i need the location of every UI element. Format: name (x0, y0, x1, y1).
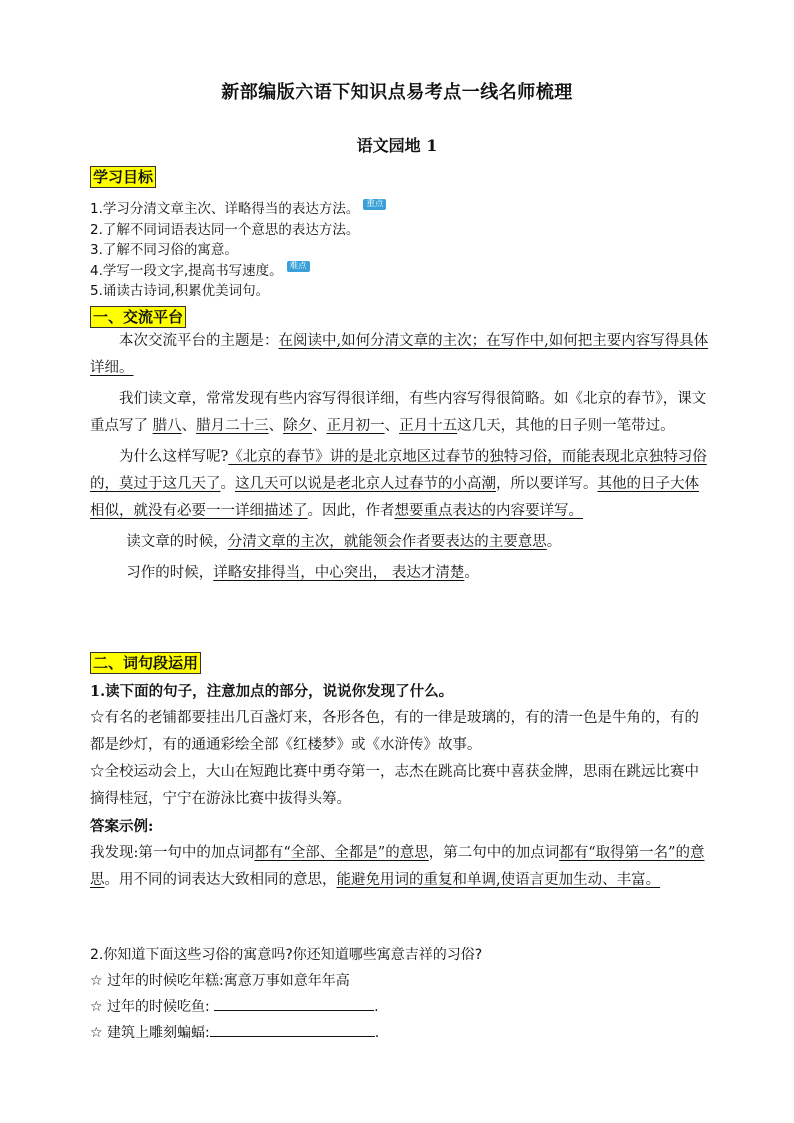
word-usage-section (90, 652, 710, 675)
section-heading-usage: 二、词句段运用 (90, 652, 201, 674)
goal-item: 4.学写一段文字,提高书写速度。 难点 (90, 261, 710, 282)
custom-item: ☆ 建筑上雕刻蝙蝠: . (90, 1020, 710, 1046)
example-sentence: ☆有名的老铺都要挂出几百盏灯来，各形各色，有的一律是玻璃的，有的清一色是牛角的，有的都是纱灯，有的通通彩绘全部《红楼梦》或《水浒传》故事。 (90, 710, 699, 753)
paragraph: 读文章的时候，分清文章的主次，就能领会作者要表达的主要意思。 (126, 534, 562, 550)
paragraph: 本次交流平台的主题是：在阅读中,如何分清文章的主次；在写作中,如何把主要内容写得具体详细。 (90, 333, 709, 376)
example-sentence: ☆全校运动会上，大山在短跑比赛中勇夺第一，志杰在跳高比赛中喜获金牌，思雨在跳远比赛中摘得桂冠，宁宁在游泳比赛中拔得头筹。 (90, 764, 699, 807)
section-heading-exchange: 一、交流平台 (90, 306, 186, 328)
section-heading-goals: 学习目标 (90, 166, 156, 188)
goal-item: 3.了解不同习俗的寓意。 (90, 242, 238, 258)
question-1: 1.读下面的句子，注意加点的部分，说说你发现了什么。 (90, 683, 454, 700)
learning-goals-section (90, 166, 710, 189)
page-subtitle: 语文园地 1 (356, 136, 438, 155)
customs-section (90, 942, 710, 1046)
key-point-badge: 重点 (363, 199, 386, 210)
goals-list (90, 199, 710, 302)
page-title: 新部编版六语下知识点易考点一线名师梳理 (221, 82, 573, 103)
answer-label: 答案示例: (90, 818, 154, 835)
question-2: 2.你知道下面这些习俗的寓意吗?你还知道哪些寓意吉祥的习俗? (90, 947, 483, 963)
custom-item: ☆ 过年的时候吃鱼: . (90, 994, 710, 1020)
paragraph: 我们读文章，常常发现有些内容写得很详细，有些内容写得很简略。如《北京的春节》，课文重点写了 腊八、腊月二十三、除夕、正月初一、正月十五这几天，其他的日子则一笔带过。 (90, 391, 707, 434)
answer-text: 我发现:第一句中的加点词都有“全部、全都是”的意思，第二句中的加点词都有“取得第一名”的意思。用不同的词表达大致相同的意思，能避免用词的重复和单调,使语言更加生动、丰富。 (90, 845, 705, 888)
paragraph: 为什么这样写呢?《北京的春节》讲的是北京地区过春节的独特习俗，而能表现北京独特习俗的，莫过于这几天了。这几天可以说是老北京人过春节的小高潮，所以要详写。其他的日子大体相似，就没有必要一一详细描述了。因此，作者想要重点表达的内容要详写。 (90, 449, 707, 519)
custom-item: ☆ 过年的时候吃年糕:寓意万事如意年年高 (90, 973, 350, 989)
answer-blank[interactable] (214, 996, 374, 1011)
usage-body (90, 678, 710, 894)
goal-item: 5.诵读古诗词,积累优美词句。 (90, 283, 270, 299)
answer-blank[interactable] (210, 1022, 375, 1037)
goal-item: 1.学习分清文章主次、详略得当的表达方法。 重点 (90, 199, 710, 220)
goal-item: 2.了解不同词语表达同一个意思的表达方法。 (90, 221, 360, 238)
exchange-body (90, 328, 710, 587)
paragraph: 习作的时候，详略安排得当，中心突出， 表达才清楚。 (126, 565, 479, 581)
difficulty-badge: 难点 (287, 261, 310, 272)
exchange-platform-section (90, 306, 710, 329)
